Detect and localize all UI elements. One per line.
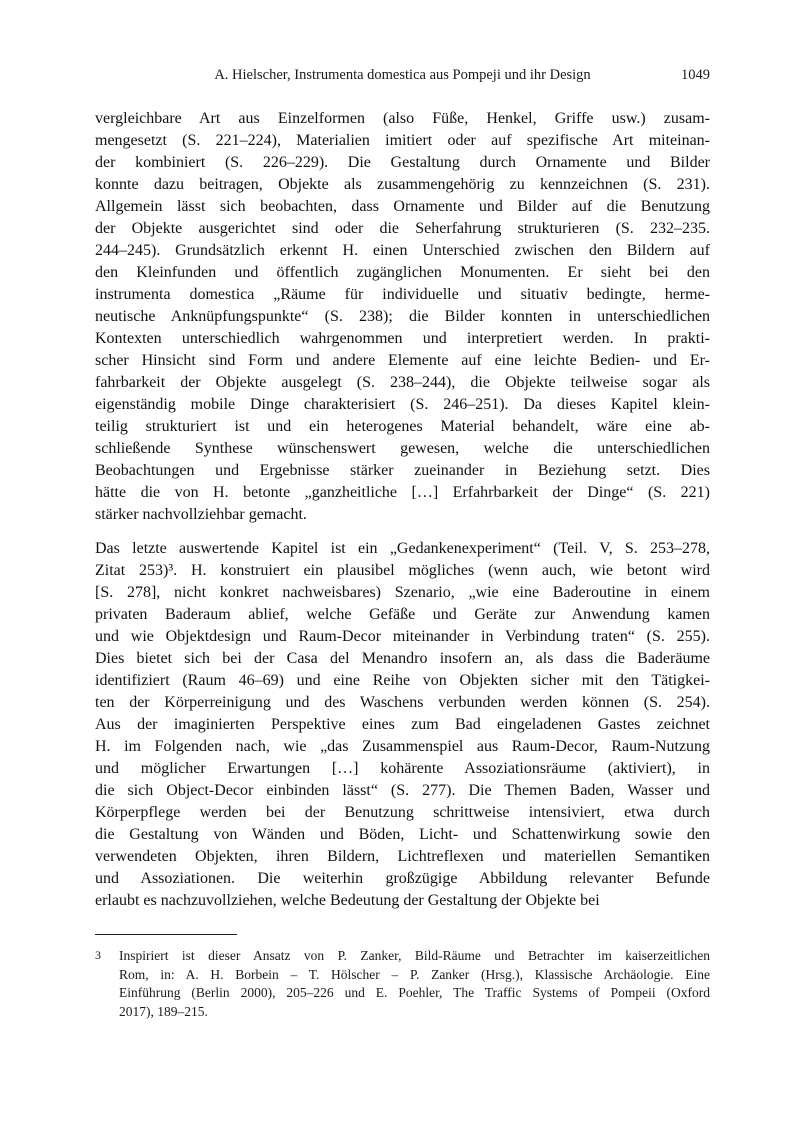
text-line: neutische Anknüpfungspunkte“ (S. 238); die Bilder konnten in unterschiedlichen bbox=[95, 308, 710, 325]
text-line: Kontexten unterschiedlich wahrgenommen und interpretiert werden. In prakti- bbox=[95, 330, 710, 347]
footnote bbox=[95, 947, 710, 1021]
text-line: stärker nachvollziehbar gemacht. bbox=[95, 506, 307, 523]
text-line: und möglicher Erwartungen […] kohärente Assoziationsräume (aktiviert), in bbox=[95, 760, 710, 777]
text-line: konnte dazu beitragen, Objekte als zusammengehörig zu kennzeichnen (S. 231). bbox=[95, 176, 710, 193]
text-line: erlaubt es nachzuvollziehen, welche Bedeutung der Gestaltung der Objekte bei bbox=[95, 892, 600, 909]
text-line: H. im Folgenden nach, wie „das Zusammenspiel aus Raum-Decor, Raum-Nutzung bbox=[95, 738, 710, 755]
text-line: privaten Baderaum ablief, welche Gefäße und Geräte zur Anwendung kamen bbox=[95, 606, 710, 623]
text-line: die Gestaltung von Wänden und Böden, Licht- und Schattenwirkung sowie den bbox=[95, 826, 710, 843]
running-header bbox=[95, 66, 710, 84]
text-line: und Assoziationen. Die weiterhin großzügige Abbildung relevanter Befunde bbox=[95, 870, 710, 887]
text-line: Inspiriert ist dieser Ansatz von P. Zanker, Bild-Räume und Betrachter im kaiserzeitlichen bbox=[119, 948, 710, 963]
footnote-divider bbox=[95, 934, 237, 935]
footnote-text bbox=[119, 947, 710, 1021]
text-line: Das letzte auswertende Kapitel ist ein „Gedankenexperiment“ (Teil. V, S. 253–278, bbox=[95, 540, 710, 557]
text-line: Einführung (Berlin 2000), 205–226 und E. Poehler, The Traffic Systems of Pompeii (Oxford bbox=[119, 985, 710, 1000]
text-line: hätte die von H. betonte „ganzheitliche […] Erfahrbarkeit der Dinge“ (S. 221) bbox=[95, 484, 710, 501]
text-line: schließende Synthese wünschenswert gewesen, welche die unterschiedlichen bbox=[95, 440, 710, 457]
text-line: vergleichbare Art aus Einzelformen (also Füße, Henkel, Griffe usw.) zusam- bbox=[95, 110, 710, 127]
text-line: eigenständig mobile Dinge charakterisiert (S. 246–251). Da dieses Kapitel klein- bbox=[95, 396, 710, 413]
paragraph-1 bbox=[95, 108, 710, 526]
text-line: Rom, in: A. H. Borbein – T. Hölscher – P. Zanker (Hrsg.), Klassische Archäologie. Eine bbox=[119, 966, 710, 982]
text-line: den Kleinfunden und öffentlich zugänglichen Monumenten. Er sieht bei den bbox=[95, 264, 710, 281]
text-line: [S. 278], nicht konkret nachweisbares) Szenario, „wie eine Baderoutine in einem bbox=[95, 584, 710, 601]
body-text bbox=[95, 108, 710, 912]
text-line: Zitat 253)³. H. konstruiert ein plausibel mögliches (wenn auch, wie betont wird bbox=[95, 562, 710, 579]
text-line: identifiziert (Raum 46–69) und eine Reihe von Objekten sicher mit den Tätigkei- bbox=[95, 672, 710, 689]
text-line: und wie Objektdesign und Raum-Decor miteinander in Verbindung traten“ (S. 255). bbox=[95, 628, 710, 645]
page-number: 1049 bbox=[681, 67, 710, 83]
running-header-title: A. Hielscher, Instrumenta domestica aus Pompeji und ihr Design bbox=[214, 67, 591, 83]
text-line: der kombiniert (S. 226–229). Die Gestaltung durch Ornamente und Bilder bbox=[95, 154, 710, 171]
text-line: 244–245). Grundsätzlich erkennt H. einen Unterschied zwischen den Bildern auf bbox=[95, 242, 710, 259]
text-line: ten der Körperreinigung und des Waschens verbunden werden können (S. 254). bbox=[95, 694, 710, 711]
text-line: Dies bietet sich bei der Casa del Menandro insofern an, als dass die Baderäume bbox=[95, 650, 710, 667]
text-line: die sich Object-Decor einbinden lässt“ (S. 277). Die Themen Baden, Wasser und bbox=[95, 782, 710, 799]
text-line: scher Hinsicht sind Form und andere Elemente auf eine leichte Bedien- und Er- bbox=[95, 352, 710, 369]
text-line: 2017), 189–215. bbox=[119, 1003, 208, 1019]
text-line: verwendeten Objekten, ihren Bildern, Lichtreflexen und materiellen Semantiken bbox=[95, 848, 710, 865]
paragraph-2 bbox=[95, 538, 710, 912]
text-line: teilig strukturiert ist und ein heterogenes Material behandelt, wäre eine ab- bbox=[95, 418, 710, 435]
text-line: Aus der imaginierten Perspektive eines zum Bad eingeladenen Gastes zeichnet bbox=[95, 716, 710, 733]
text-line: instrumenta domestica „Räume für individuelle und situativ bedingte, herme- bbox=[95, 286, 710, 303]
text-line: Körperpflege werden bei der Benutzung schrittweise intensiviert, etwa durch bbox=[95, 804, 710, 821]
text-line: Allgemein lässt sich beobachten, dass Ornamente und Bilder auf die Benutzung bbox=[95, 198, 710, 215]
text-line: mengesetzt (S. 221–224), Materialien imitiert oder auf spezifische Art miteinan- bbox=[95, 132, 710, 149]
text-line: der Objekte ausgerichtet sind oder die Seherfahrung strukturieren (S. 232–235. bbox=[95, 220, 710, 237]
text-line: Beobachtungen und Ergebnisse stärker zueinander in Beziehung setzt. Dies bbox=[95, 462, 710, 479]
text-line: fahrbarkeit der Objekte ausgelegt (S. 238–244), die Objekte teilweise sogar als bbox=[95, 374, 710, 391]
footnote-marker: 3 bbox=[95, 948, 101, 962]
